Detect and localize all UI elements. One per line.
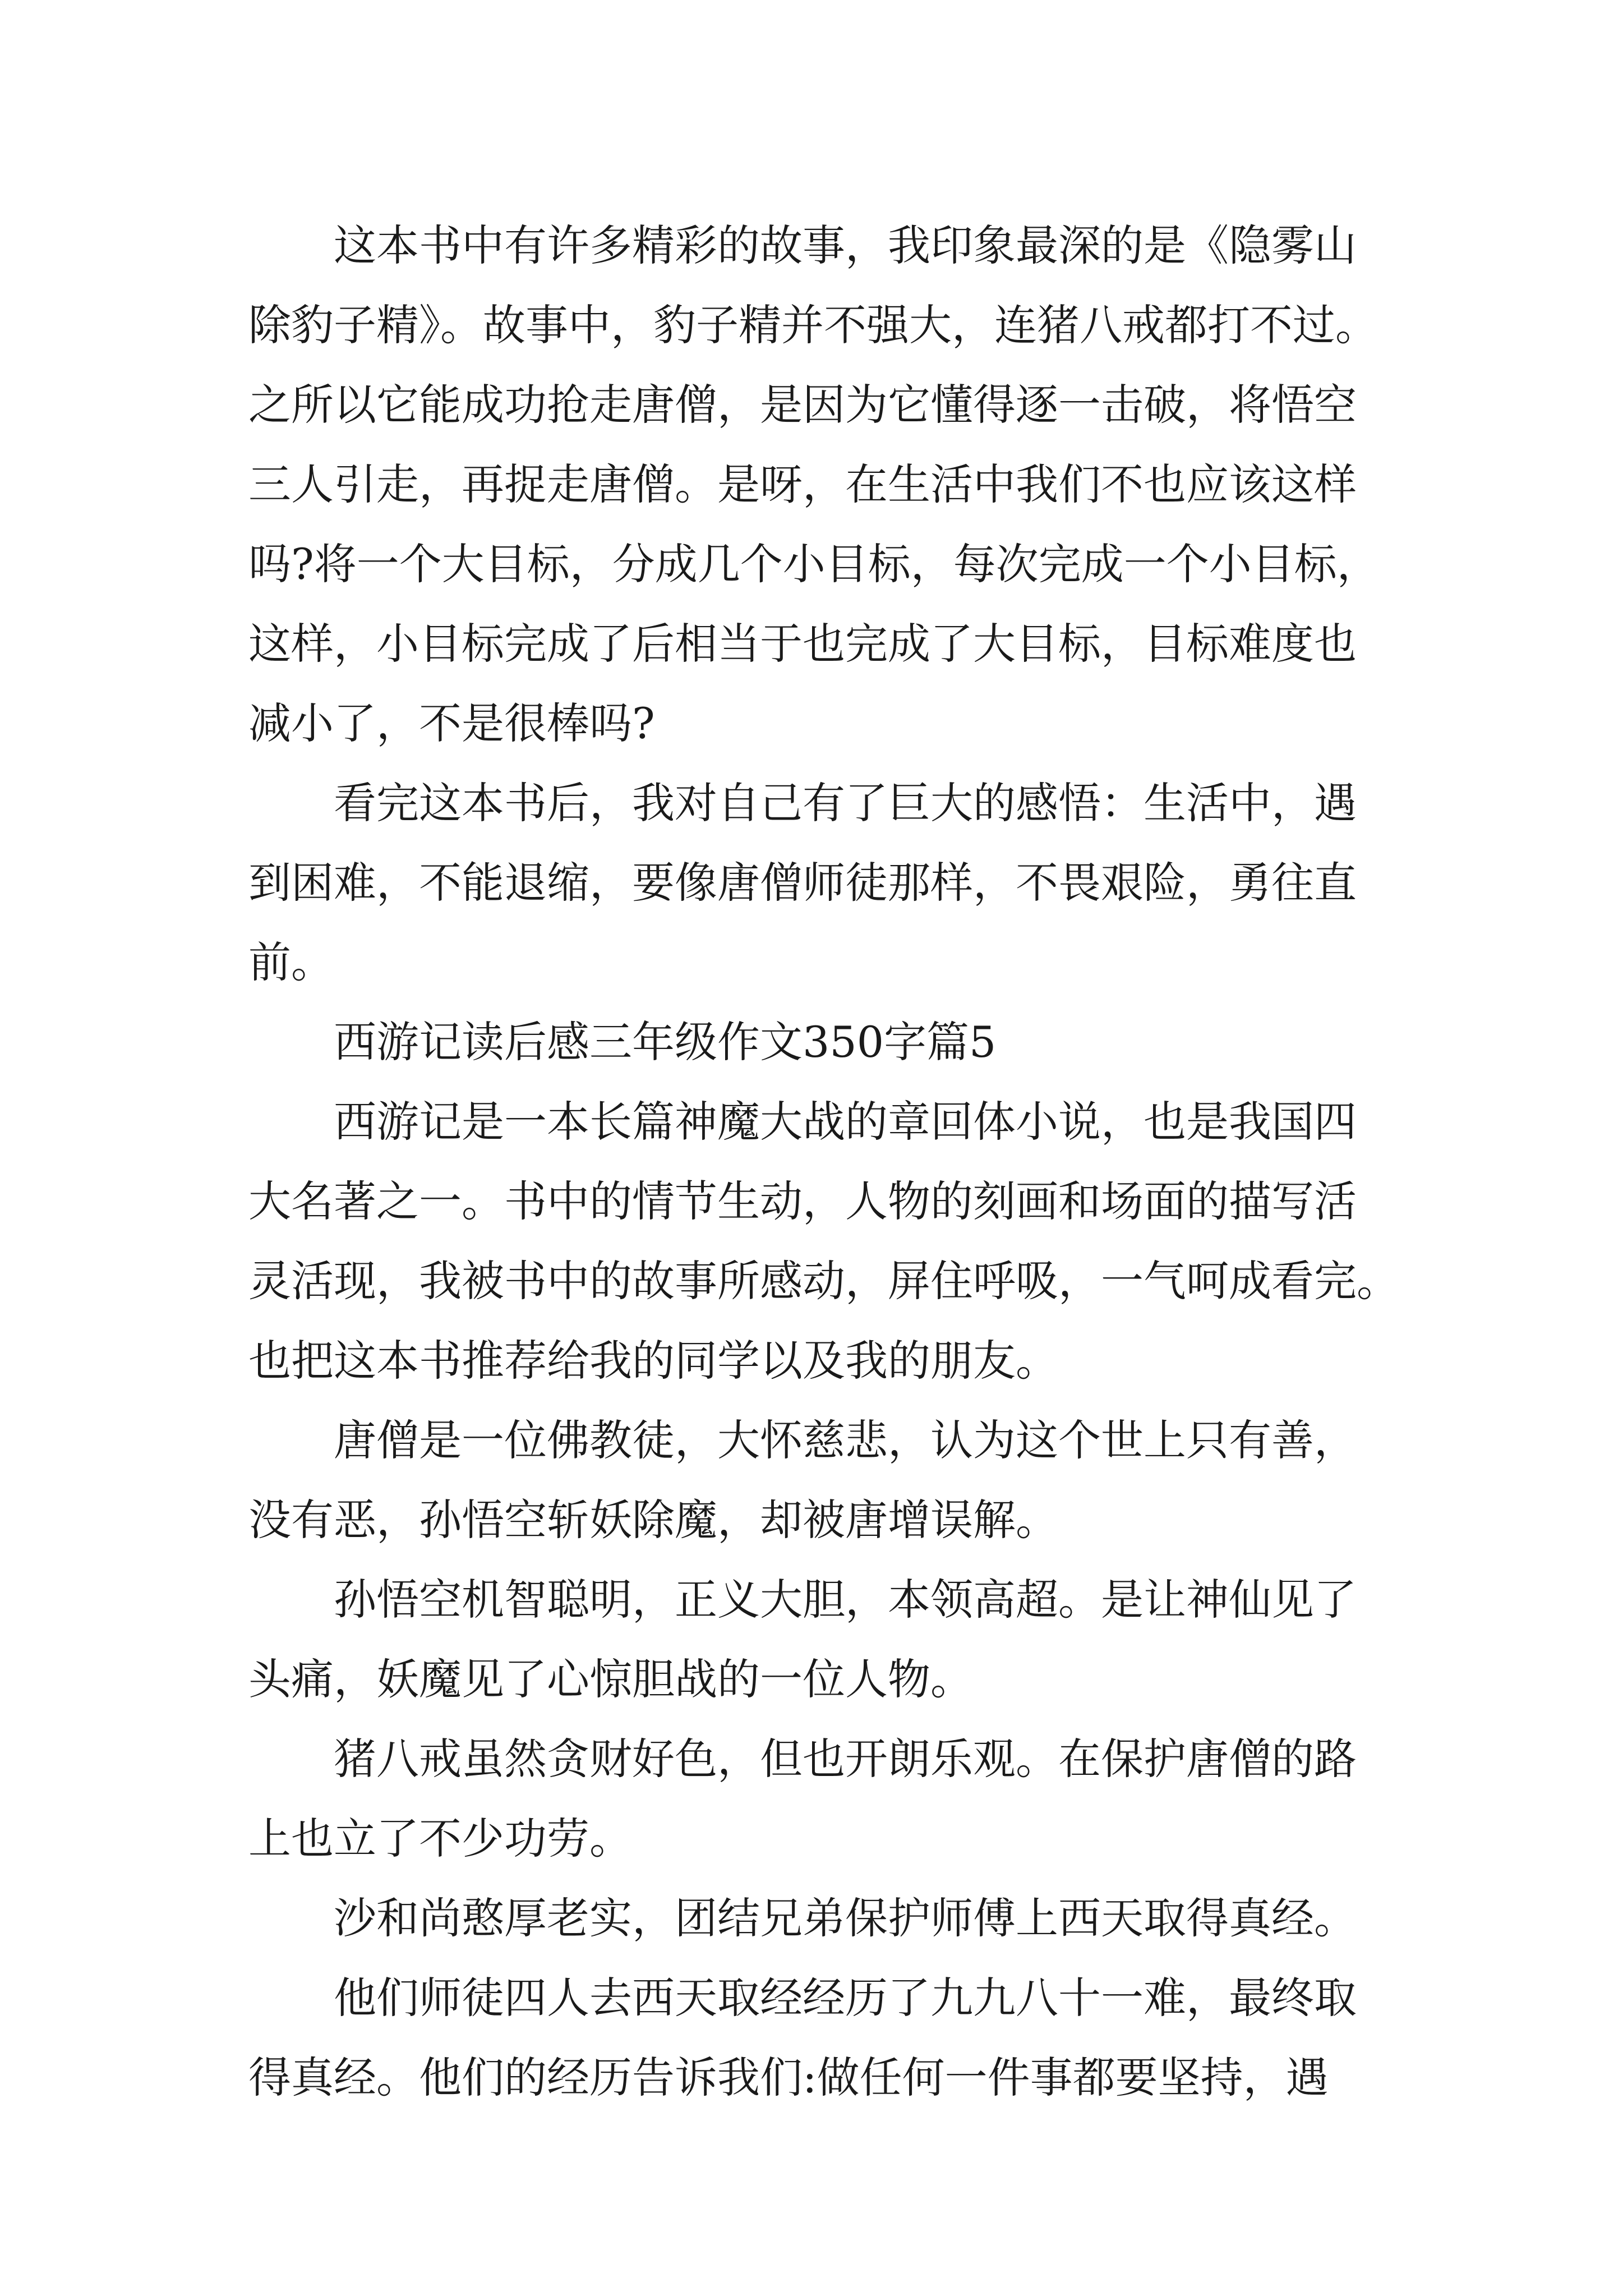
text-line: 得真经。他们的经历告诉我们:做任何一件事都要坚持，遇 xyxy=(248,2053,1329,2102)
text-line: 看完这本书后，我对自己有了巨大的感悟：生活中，遇 xyxy=(334,778,1357,828)
text-line: 前。 xyxy=(248,937,334,987)
text-line: 没有恶，孙悟空斩妖除魔，却被唐增误解。 xyxy=(248,1495,1058,1545)
text-line: 猪八戒虽然贪财好色，但也开朗乐观。在保护唐僧的路 xyxy=(334,1734,1357,1784)
text-line: 上也立了不少功劳。 xyxy=(248,1814,632,1864)
text-line: 除豹子精》。故事中，豹子精并不强大，连猪八戒都打不过。 xyxy=(248,300,1378,350)
text-line: 之所以它能成功抢走唐僧，是因为它懂得逐一击破，将悟空 xyxy=(248,380,1357,430)
text-line: 大名著之一。书中的情节生动，人物的刻画和场面的描写活 xyxy=(248,1176,1357,1226)
text-line: 西游记是一本长篇神魔大战的章回体小说，也是我国四 xyxy=(334,1097,1357,1147)
text-line: 头痛，妖魔见了心惊胆战的一位人物。 xyxy=(248,1654,973,1704)
text-line: 沙和尚憨厚老实，团结兄弟保护师傅上西天取得真经。 xyxy=(334,1893,1357,1943)
text-line: 这样，小目标完成了后相当于也完成了大目标，目标难度也 xyxy=(248,619,1357,669)
text-line: 他们师徒四人去西天取经经历了九九八十一难，最终取 xyxy=(334,1973,1357,2023)
text-line: 到困难，不能退缩，要像唐僧师徒那样，不畏艰险，勇往直 xyxy=(248,858,1357,908)
text-line: 减小了，不是很棒吗? xyxy=(248,698,655,748)
text-line: 三人引走，再捉走唐僧。是呀，在生活中我们不也应该这样 xyxy=(248,459,1357,509)
text-line: 灵活现，我被书中的故事所感动，屏住呼吸，一气呵成看完。 xyxy=(248,1256,1399,1306)
text-line: 孙悟空机智聪明，正义大胆，本领高超。是让神仙见了 xyxy=(334,1575,1357,1625)
body-text xyxy=(248,206,1409,2118)
text-line: 吗?将一个大目标，分成几个小目标，每次完成一个小目标， xyxy=(248,539,1380,589)
text-line: 也把这本书推荐给我的同学以及我的朋友。 xyxy=(248,1336,1058,1386)
text-line: 唐僧是一位佛教徒，大怀慈悲，认为这个世上只有善， xyxy=(334,1415,1357,1465)
section-heading: 西游记读后感三年级作文350字篇5 xyxy=(334,1017,997,1067)
text-line: 这本书中有许多精彩的故事，我印象最深的是《隐雾山 xyxy=(334,220,1357,270)
